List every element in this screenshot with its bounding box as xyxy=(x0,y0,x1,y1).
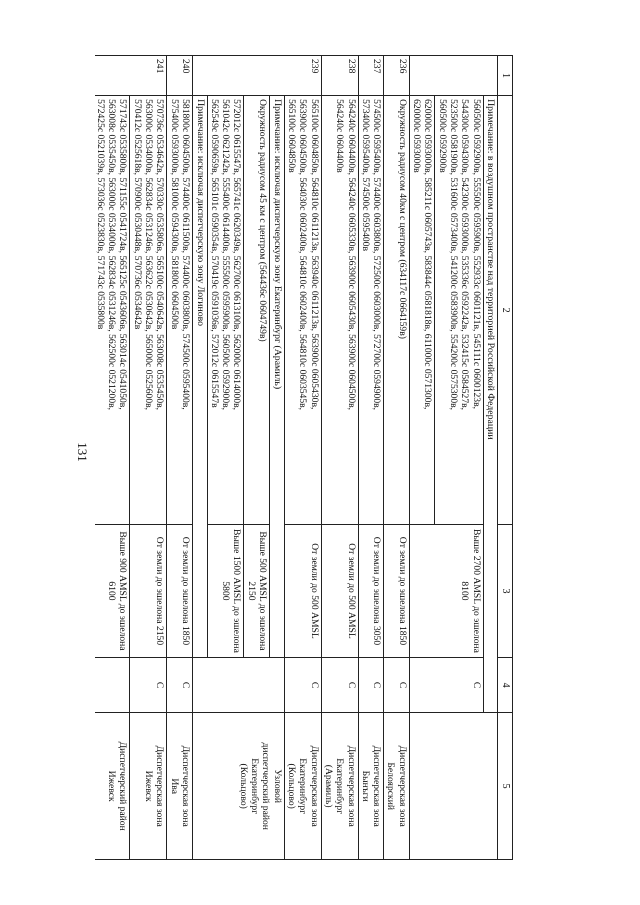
height-cell: От земли до эшелона 2150 xyxy=(130,525,167,658)
coord-line: 570412с 0525618в, 570900с 0530448в, 570736с 0534642в xyxy=(131,99,143,330)
coord-line: 560500с 0592900в, 555500с 0595900в, 552933с 0601121в, 545111с 0600123в, xyxy=(470,99,482,410)
unit-cell xyxy=(95,713,130,860)
airspace-table-container xyxy=(95,55,513,860)
coords-cell xyxy=(207,96,244,525)
height-cell: Выше 500 AMSL до эшелона 2150 xyxy=(244,525,270,658)
row-number: 236 xyxy=(384,56,410,96)
coord-line: 563008с 0535450в, 563000с 0534000в, 562834с 0531246в, 562500с 0521200в, xyxy=(106,99,118,411)
unit-line: Диспетчерская зона xyxy=(396,745,408,827)
unit-line: Ива xyxy=(168,778,180,794)
coord-line: 572012с 0615547в, 565741с 0620349в, 562700с 0613100в, 562000с 0614000в, xyxy=(231,99,243,411)
coord-line: 581800с 0604500в, 574400с 0611500в, 574400с 0603800в, 574500с 0595400в, xyxy=(180,99,191,410)
table-row xyxy=(321,56,358,860)
class-cell-empty xyxy=(95,657,130,713)
note-cell: Примечание: исключая диспетчерскую зону Екатеринбург (Арамиль) xyxy=(270,96,285,658)
row-number: 238 xyxy=(321,56,358,96)
coords-cell xyxy=(358,96,384,525)
coord-line: 571743с 0535800в, 571155с 0541724в, 565125с 0543606в, 563014с 0541050в, xyxy=(117,99,129,410)
coords-cell xyxy=(284,96,321,525)
coords-cell xyxy=(321,96,358,525)
class-cell-empty xyxy=(193,657,285,713)
coords-cell: Окружность радиусом 45 км с центром (564436с 0604749в) xyxy=(244,96,270,525)
coord-line: 564240с 0604400в xyxy=(334,99,346,173)
unit-line: Ижевск xyxy=(143,770,155,802)
coord-line: 560500с 0592900в xyxy=(436,99,448,173)
unit-line: Екатеринбург xyxy=(297,758,309,815)
airspace-table xyxy=(95,55,513,860)
unit-line: Диспетчерская зона xyxy=(180,745,191,827)
height-cell: Выше 1500 AMSL до эшелона 5800 xyxy=(207,525,244,658)
row-number: 237 xyxy=(358,56,384,96)
coord-line: 565100с 0604850в, 564810с 0611213в, 563940с 0611213в, 563900с 0605430в, xyxy=(308,99,320,410)
coords-cell xyxy=(95,96,130,525)
coord-line: 575400с 0593000в, 581000с 0594300в, 581800с 0604500в xyxy=(168,99,180,330)
coords-cell xyxy=(435,96,483,525)
coord-line: 564240с 0604400в, 564240с 0605330в, 563900с 0605430в, 563900с 0604500в, xyxy=(345,99,357,411)
height-cell: От земли до 500 AMSL xyxy=(284,525,321,658)
unit-line: диспетчерский район xyxy=(260,742,272,830)
coord-line: 620000с 0593000в, 585211с 0605743в, 583844с 0581818в, 611000с 0571300в, xyxy=(422,99,434,410)
table-header-row xyxy=(498,56,513,860)
class-cell: С xyxy=(284,657,321,713)
page-number-text: 131 xyxy=(75,442,90,462)
unit-line: Диспетчерская зона xyxy=(308,745,320,827)
unit-cell-empty xyxy=(409,713,497,860)
height-cell: От земли до 500 AMSL xyxy=(321,525,358,658)
height-cell: Выше 900 AMSL до эшелона 6100 xyxy=(95,525,130,658)
coord-line: 572425с 0521039в, 573036с 0523830в, 571743с 0535800в xyxy=(95,99,106,330)
unit-line: (Кольцово) xyxy=(285,763,297,809)
unit-line: (Кольцово) xyxy=(237,763,249,809)
coord-line: 565100с 0604850в xyxy=(285,99,297,173)
coord-line: Окружность радиусом 40км с центром (634117с 0664159в) xyxy=(396,99,408,339)
coord-line: 562549с 0590659в, 565101с 0590354в, 570419с 0591036в, 572012с 0615547в xyxy=(208,99,220,408)
coord-line: 544300с 0594300в, 542300с 0593000в, 535336с 0592242в, 532415с 0584527в, xyxy=(459,99,471,411)
class-cell: С xyxy=(167,657,193,713)
unit-cell xyxy=(167,713,193,860)
class-cell: С xyxy=(321,657,358,713)
class-cell: С xyxy=(358,657,384,713)
header-col-1: 1 xyxy=(498,56,513,96)
header-col-3: 3 xyxy=(498,525,513,658)
height-cell: От земли до эшелона 3050 xyxy=(358,525,384,658)
unit-cell xyxy=(358,713,384,860)
table-row xyxy=(130,56,167,860)
unit-cell xyxy=(284,713,321,860)
header-col-4: 4 xyxy=(498,657,513,713)
header-col-2: 2 xyxy=(498,96,513,525)
unit-line: Диспетчерская зона xyxy=(154,745,166,827)
unit-line: Диспетчерский район xyxy=(117,741,129,831)
unit-line: Екатеринбург xyxy=(334,758,346,815)
row-number: 239 xyxy=(193,56,322,96)
unit-line: Ижевск xyxy=(106,770,118,802)
table-row xyxy=(358,56,384,860)
class-cell: С xyxy=(409,657,483,713)
coord-line: 620000с 0593000в xyxy=(411,99,423,173)
coord-line: 563900с 0604500в, 564030с 0602400в, 564810с 0602400в, 564810с 0603545в, xyxy=(297,99,309,411)
unit-line: Белоярский xyxy=(385,762,397,810)
coords-cell xyxy=(130,96,167,525)
table-row xyxy=(167,56,193,860)
row-number: 241 xyxy=(95,56,167,96)
coord-line: 570736с 0534642в, 570330с 0535806в, 565100с 0540642в, 563008с 0535450в, xyxy=(154,99,166,411)
row-number-empty xyxy=(409,56,497,96)
unit-line: Бынъги xyxy=(359,770,371,802)
note-cell: Примечание: в воздушном пространстве над территорией Российской Федерации xyxy=(483,96,498,713)
note-cell: Примечание: исключая диспетчерскую зону Логиново xyxy=(193,96,208,658)
row-number: 240 xyxy=(167,56,193,96)
table-row xyxy=(270,56,285,860)
class-cell: С xyxy=(384,657,410,713)
unit-cell xyxy=(130,713,167,860)
unit-cell xyxy=(384,713,410,860)
height-cell: От земли до эшелона 1850 xyxy=(167,525,193,658)
height-cell: Выше 2700 AMSL до эшелона 8100 xyxy=(409,525,483,658)
coord-line: 561042с 0621242в, 555400с 0614400в, 555500с 0595900в, 560500с 0592900в, xyxy=(220,99,232,411)
coords-cell xyxy=(384,96,410,525)
unit-line: Екатеринбург xyxy=(249,758,261,815)
class-cell: С xyxy=(130,657,167,713)
unit-line: Узловой xyxy=(271,769,283,804)
unit-cell xyxy=(193,713,285,860)
header-col-5: 5 xyxy=(498,713,513,860)
table-row xyxy=(483,56,498,860)
unit-line: Диспетчерская зона xyxy=(345,745,357,827)
unit-line: Диспетчерская зона xyxy=(371,745,383,827)
coords-cell xyxy=(409,96,435,525)
table-row xyxy=(384,56,410,860)
rotated-page xyxy=(95,55,513,860)
unit-line: (Арамиль) xyxy=(322,764,334,808)
coord-line: 563000с 0534000в, 562834с 0531246в, 563622с 0530642в, 565000с 0525600в, xyxy=(143,99,155,411)
coord-line: 523500с 0581900в, 531600с 0573400в, 541200с 0583900в, 554200с 0575300в, xyxy=(448,99,460,411)
unit-cell xyxy=(321,713,358,860)
coords-cell xyxy=(167,96,193,525)
table-row xyxy=(284,56,321,860)
coord-line: 573400с 0595400в, 574500с 0595400в xyxy=(359,99,371,251)
height-cell: От земли до эшелона 1850 xyxy=(384,525,410,658)
coord-line: 574500с 0595400в, 574400с 0603800в, 572500с 0603000в, 572700с 0594900в, xyxy=(371,99,383,411)
table-row xyxy=(95,56,130,860)
